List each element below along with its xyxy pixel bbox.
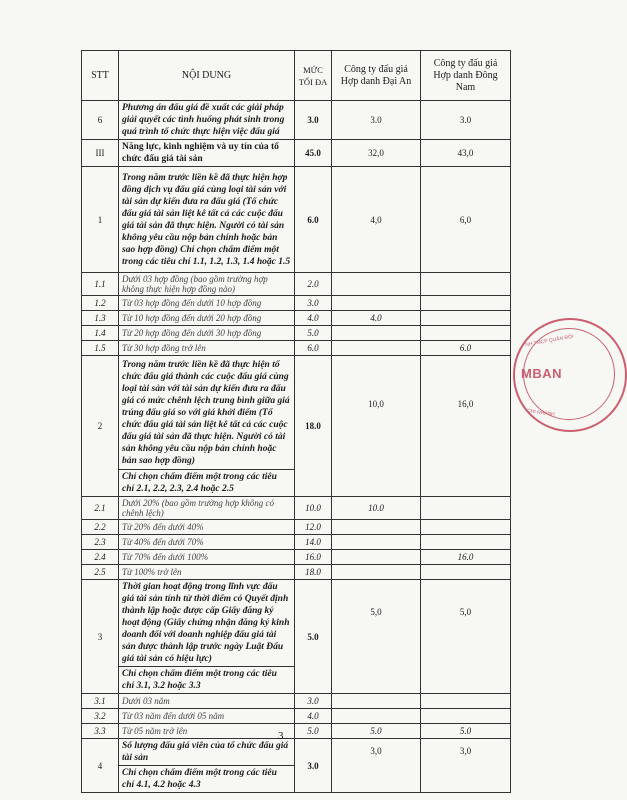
row-max: 6.0 [295, 167, 332, 273]
row-score-a [332, 565, 421, 580]
row-score-b [421, 535, 511, 550]
row-stt: 3.3 [82, 724, 119, 739]
row-content: Trong năm trước liền kề đã thực hiện hợp đồng dịch vụ đấu giá cùng loại tài sản với tài sản dự kiến đưa ra đấu giá (Tổ chức đấu giá tài sản liệt kê tất cả các cuộc đấu giá tài sản đã thực hiện. Người có tài sản không yêu cầu nộp bản chính hoặc bản sao hợp đồng) Chỉ chọn chấm điểm một trong các tiêu chí 1.1, 1.2, 1.3, 1.4 hoặc 1.5 [119, 167, 295, 273]
row-max: 3.0 [295, 739, 332, 793]
row-score-b [421, 520, 511, 535]
stamp-top-text: NH TMCP QUÂN ĐỘI [524, 333, 574, 349]
row-score-b [421, 694, 511, 709]
table-row [82, 520, 511, 535]
row-content: Phương án đấu giá đề xuất các giải pháp giải quyết các tình huống phát sinh trong quá trình tổ chức thực hiện việc đấu giá [119, 101, 295, 140]
row-score-b: 16.0 [421, 550, 511, 565]
table-row [82, 356, 511, 470]
bank-stamp [513, 318, 627, 432]
row-score-a: 4,0 [332, 167, 421, 273]
row-max: 16.0 [295, 550, 332, 565]
row-max: 10.0 [295, 497, 332, 520]
row-score-a: 5,0 [332, 580, 421, 694]
row-max: 12.0 [295, 520, 332, 535]
row-score-a [332, 694, 421, 709]
row-score-a: 5.0 [332, 724, 421, 739]
row-content: Từ 03 năm đến dưới 05 năm [119, 709, 295, 724]
row-stt: 1.4 [82, 326, 119, 341]
table-row [82, 724, 511, 739]
stamp-logo: MBAN [521, 366, 562, 381]
row-max: 3.0 [295, 101, 332, 140]
row-max: 5.0 [295, 724, 332, 739]
header-stt: STT [82, 51, 119, 101]
row-stt: 1.2 [82, 296, 119, 311]
table-row [82, 580, 511, 667]
row-stt: 2.2 [82, 520, 119, 535]
row-score-a [332, 520, 421, 535]
row-max: 4.0 [295, 709, 332, 724]
header-content: NỘI DUNG [119, 51, 295, 101]
row-stt: 2.5 [82, 565, 119, 580]
row-stt: III [82, 140, 119, 167]
row-score-b [421, 565, 511, 580]
row-max: 5.0 [295, 326, 332, 341]
row-score-b: 6.0 [421, 341, 511, 356]
row-content: Từ 30 hợp đồng trở lên [119, 341, 295, 356]
row-score-b: 3.0 [421, 101, 511, 140]
row-score-a: 3.0 [332, 101, 421, 140]
table-row [82, 694, 511, 709]
evaluation-table [81, 50, 511, 793]
row-content: Từ 40% đến dưới 70% [119, 535, 295, 550]
row-score-a [332, 535, 421, 550]
row-stt: 1.1 [82, 273, 119, 296]
row-score-b [421, 273, 511, 296]
row-content: Từ 10 hợp đồng đến dưới 20 hợp đồng [119, 311, 295, 326]
row-max: 3.0 [295, 694, 332, 709]
table-row [82, 326, 511, 341]
table-row [82, 709, 511, 724]
row-score-b: 16,0 [421, 356, 511, 497]
row-content: Từ 70% đến dưới 100% [119, 550, 295, 565]
row-content: Từ 05 năm trở lên [119, 724, 295, 739]
row-score-a [332, 550, 421, 565]
row-content-note: Chỉ chọn chấm điểm một trong các tiêu chí 3.1, 3.2 hoặc 3.3 [119, 667, 295, 694]
row-score-b: 6,0 [421, 167, 511, 273]
row-score-a [332, 709, 421, 724]
row-stt: 4 [82, 739, 119, 793]
row-content: Thời gian hoạt động trong lĩnh vực đấu giá tài sản tính từ thời điểm có Quyết định thành lập hoặc được cấp Giấy đăng ký hoạt động (Giấy chứng nhận đăng ký kinh doanh đối với doanh nghiệp đấu giá tài sản được thành lập trước ngày Luật Đấu giá tài sản có hiệu lực) [119, 580, 295, 667]
row-score-b [421, 296, 511, 311]
row-max: 6.0 [295, 341, 332, 356]
row-score-b [421, 326, 511, 341]
row-max: 45.0 [295, 140, 332, 167]
table-row [82, 550, 511, 565]
row-score-b: 5,0 [421, 580, 511, 694]
table-row [82, 140, 511, 167]
row-content: Số lượng đấu giá viên của tổ chức đấu giá tài sản [119, 739, 295, 766]
table-row [82, 296, 511, 311]
row-score-a [332, 296, 421, 311]
table-row [82, 167, 511, 273]
row-content: Từ 20 hợp đồng đến dưới 30 hợp đồng [119, 326, 295, 341]
row-content: Dưới 03 hợp đồng (bao gồm trường hợp không thực hiện hợp đồng nào) [119, 273, 295, 296]
row-max: 14.0 [295, 535, 332, 550]
stamp-bottom-text: CHI NHÁNH [526, 408, 556, 418]
row-score-a: 10.0 [332, 497, 421, 520]
row-max: 18.0 [295, 565, 332, 580]
row-score-b [421, 497, 511, 520]
row-content-note: Chỉ chọn chấm điểm một trong các tiêu chí 4.1, 4.2 hoặc 4.3 [119, 766, 295, 793]
row-content: Trong năm trước liền kề đã thực hiện tổ chức đấu giá thành các cuộc đấu giá cùng loại tài sản với tài sản dự kiến đưa ra đấu giá có mức chênh lệch trung bình giữa giá trúng đấu giá so với giá khởi điểm (Tổ chức đấu giá tài sản liệt kê tất cả các cuộc đấu giá tài sản đã thực hiện. Người có tài sản không yêu cầu nộp bản chính hoặc bản sao hợp đồng) [119, 356, 295, 470]
row-max: 5.0 [295, 580, 332, 694]
page-number: 3 [278, 730, 284, 742]
table-row [82, 341, 511, 356]
row-max: 2.0 [295, 273, 332, 296]
row-score-a [332, 326, 421, 341]
row-stt: 3.1 [82, 694, 119, 709]
row-score-b: 3,0 [421, 739, 511, 793]
row-score-b [421, 311, 511, 326]
row-score-a: 3,0 [332, 739, 421, 793]
row-score-a [332, 273, 421, 296]
table-row [82, 535, 511, 550]
row-score-b: 43,0 [421, 140, 511, 167]
row-score-a: 32,0 [332, 140, 421, 167]
table-row [82, 101, 511, 140]
row-stt: 3 [82, 580, 119, 694]
row-stt: 3.2 [82, 709, 119, 724]
row-score-b [421, 709, 511, 724]
row-stt: 2.4 [82, 550, 119, 565]
table-row [82, 565, 511, 580]
header-company-a: Công ty đấu giá Hợp danh Đại An [332, 51, 421, 101]
table-row [82, 739, 511, 766]
row-content-note: Chỉ chọn chấm điểm một trong các tiêu chí 2.1, 2.2, 2.3, 2.4 hoặc 2.5 [119, 470, 295, 497]
row-content: Dưới 03 năm [119, 694, 295, 709]
row-max: 4.0 [295, 311, 332, 326]
row-max: 18.0 [295, 356, 332, 497]
row-score-a [332, 341, 421, 356]
row-max: 3.0 [295, 296, 332, 311]
row-score-a: 10,0 [332, 356, 421, 497]
row-score-b: 5.0 [421, 724, 511, 739]
row-stt: 2.1 [82, 497, 119, 520]
row-stt: 6 [82, 101, 119, 140]
row-stt: 2 [82, 356, 119, 497]
row-score-a: 4.0 [332, 311, 421, 326]
header-max-score: MỨC TỐI ĐA [295, 51, 332, 101]
row-content: Năng lực, kinh nghiệm và uy tín của tổ chức đấu giá tài sản [119, 140, 295, 167]
table-row [82, 273, 511, 296]
table-header-row [82, 51, 511, 101]
row-stt: 1.3 [82, 311, 119, 326]
row-content: Từ 100% trở lên [119, 565, 295, 580]
header-company-b: Công ty đấu giá Hợp danh Đông Nam [421, 51, 511, 101]
row-content: Từ 03 hợp đồng đến dưới 10 hợp đồng [119, 296, 295, 311]
row-stt: 1.5 [82, 341, 119, 356]
table-row [82, 311, 511, 326]
row-content: Dưới 20% (bao gồm trường hợp không có chênh lệch) [119, 497, 295, 520]
table-row [82, 497, 511, 520]
row-content: Từ 20% đến dưới 40% [119, 520, 295, 535]
row-stt: 2.3 [82, 535, 119, 550]
row-stt: 1 [82, 167, 119, 273]
